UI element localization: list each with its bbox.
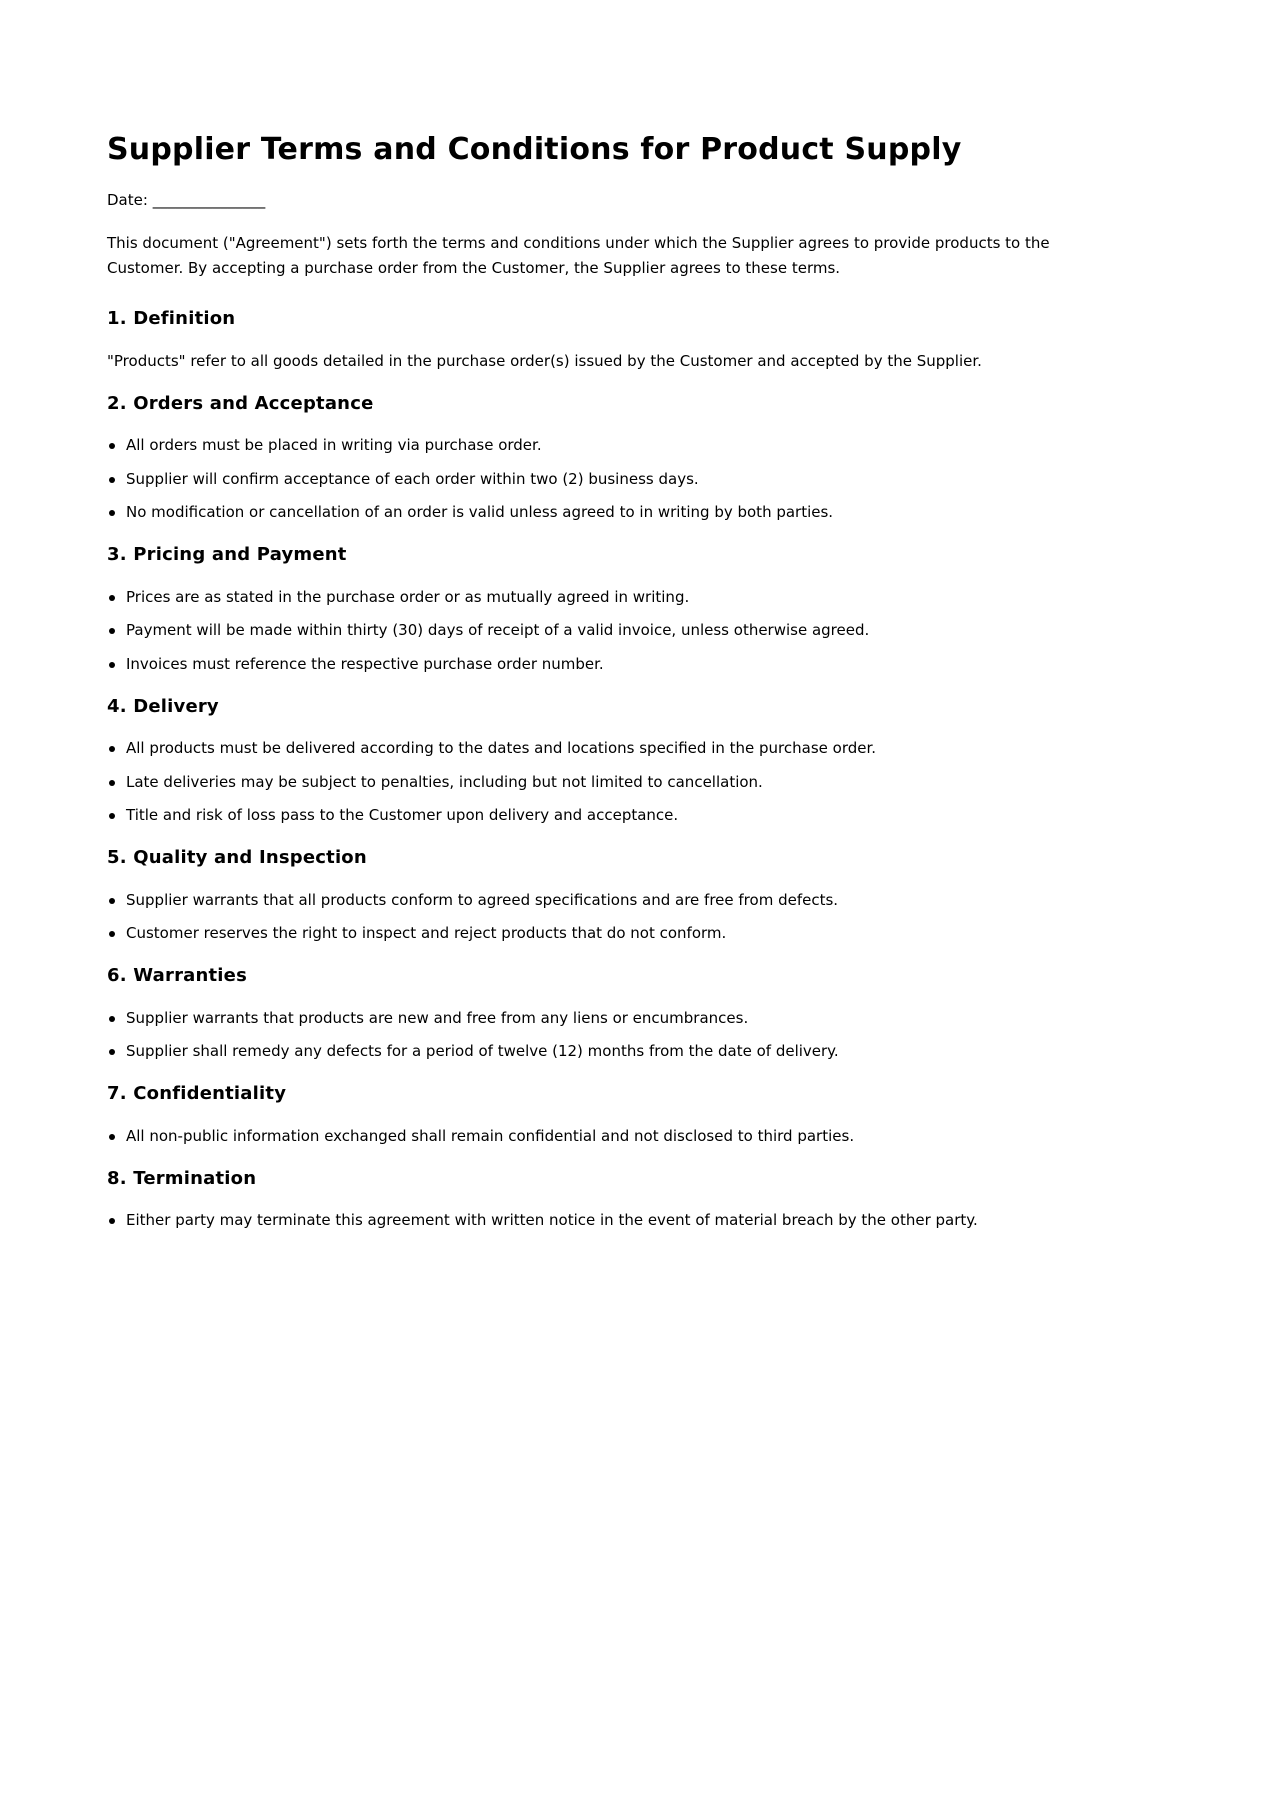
section-warranties <box>107 964 1157 1064</box>
list-item-text: Supplier warrants that all products conform to agreed specifications and are free from defects. <box>126 890 839 909</box>
date-line <box>107 188 265 213</box>
list-item <box>107 500 1157 525</box>
bullet-icon <box>109 746 115 752</box>
bullet-icon <box>109 1218 115 1224</box>
section-pricing-and-payment <box>107 543 1157 677</box>
list-item-text: Supplier warrants that products are new and free from any liens or encumbrances. <box>126 1008 749 1027</box>
bullet-icon <box>109 443 115 449</box>
list-item <box>107 1006 1157 1031</box>
list-item-text: No modification or cancellation of an order is valid unless agreed to in writing by both parties. <box>126 503 834 521</box>
list-item-text: Prices are as stated in the purchase order or as mutually agreed in writing. <box>126 587 690 606</box>
section-paragraph: "Products" refer to all goods detailed in the purchase order(s) issued by the Customer and accepted by the Supplier. <box>107 351 982 370</box>
section-definition <box>107 307 1157 374</box>
list-item <box>107 888 1157 913</box>
bullet-list <box>107 1208 1157 1233</box>
bullet-icon <box>109 813 115 819</box>
sections <box>107 307 1157 1242</box>
list-item <box>107 618 1157 643</box>
list-item-text: Late deliveries may be subject to penalties, including but not limited to cancellation. <box>126 772 763 791</box>
section-heading: 8. Termination <box>107 1167 257 1189</box>
bullet-icon <box>109 662 115 668</box>
bullet-list <box>107 888 1157 947</box>
section-delivery <box>107 695 1157 829</box>
list-item <box>107 803 1157 828</box>
section-heading: 4. Delivery <box>107 695 219 717</box>
bullet-list <box>107 1006 1157 1065</box>
section-heading: 3. Pricing and Payment <box>107 544 347 565</box>
section-heading: 5. Quality and Inspection <box>107 847 367 868</box>
list-item-text: Either party may terminate this agreement with written notice in the event of material breach by the other party. <box>126 1211 978 1229</box>
list-item-text: All orders must be placed in writing via purchase order. <box>126 436 542 454</box>
bullet-icon <box>109 477 115 483</box>
list-item <box>107 585 1157 610</box>
list-item-text: Invoices must reference the respective purchase order number. <box>126 654 604 673</box>
list-item-text: Supplier shall remedy any defects for a period of twelve (12) months from the date of delivery. <box>126 1042 839 1060</box>
bullet-list <box>107 433 1157 525</box>
section-quality-and-inspection <box>107 846 1157 946</box>
list-item-text: Payment will be made within thirty (30) days of receipt of a valid invoice, unless otherwise agreed. <box>126 621 870 639</box>
bullet-icon <box>109 595 115 601</box>
bullet-icon <box>109 510 115 516</box>
list-item <box>107 652 1157 677</box>
list-item <box>107 1039 1157 1064</box>
section-heading: 1. Definition <box>107 308 236 329</box>
section-heading: 7. Confidentiality <box>107 1083 287 1104</box>
bullet-icon <box>109 628 115 634</box>
list-item <box>107 1124 1157 1149</box>
list-item <box>107 736 1157 761</box>
date-label: Date: <box>107 191 153 209</box>
bullet-icon <box>109 898 115 904</box>
list-item-text: Customer reserves the right to inspect and reject products that do not conform. <box>126 924 727 942</box>
bullet-list <box>107 585 1157 677</box>
section-termination <box>107 1167 1157 1234</box>
list-item-text: Supplier will confirm acceptance of each order within two (2) business days. <box>126 469 699 488</box>
document-title: Supplier Terms and Conditions for Product Supply <box>107 132 962 167</box>
section-confidentiality <box>107 1082 1157 1149</box>
list-item-text: All non-public information exchanged shall remain confidential and not disclosed to third parties. <box>126 1126 855 1145</box>
list-item-text: Title and risk of loss pass to the Customer upon delivery and acceptance. <box>126 806 679 824</box>
list-item-text: All products must be delivered according to the dates and locations specified in the purchase order. <box>126 739 877 757</box>
bullet-list <box>107 1124 1157 1149</box>
list-item <box>107 467 1157 492</box>
list-item <box>107 433 1157 458</box>
date-blank: _______________ <box>152 191 266 209</box>
section-heading: 2. Orders and Acceptance <box>107 392 374 414</box>
bullet-list <box>107 736 1157 828</box>
bullet-icon <box>109 1134 115 1140</box>
list-item <box>107 1208 1157 1233</box>
bullet-icon <box>109 931 115 937</box>
bullet-icon <box>109 780 115 786</box>
list-item <box>107 921 1157 946</box>
bullet-icon <box>109 1016 115 1022</box>
list-item <box>107 770 1157 795</box>
intro-paragraph: This document ("Agreement") sets forth the terms and conditions under which the Supplier agrees to provide products to the Customer. By accepting a purchase order from the Customer, the Supplier agrees to these terms. <box>107 234 1050 277</box>
bullet-icon <box>109 1049 115 1055</box>
section-heading: 6. Warranties <box>107 965 247 986</box>
section-orders-and-acceptance <box>107 392 1157 526</box>
